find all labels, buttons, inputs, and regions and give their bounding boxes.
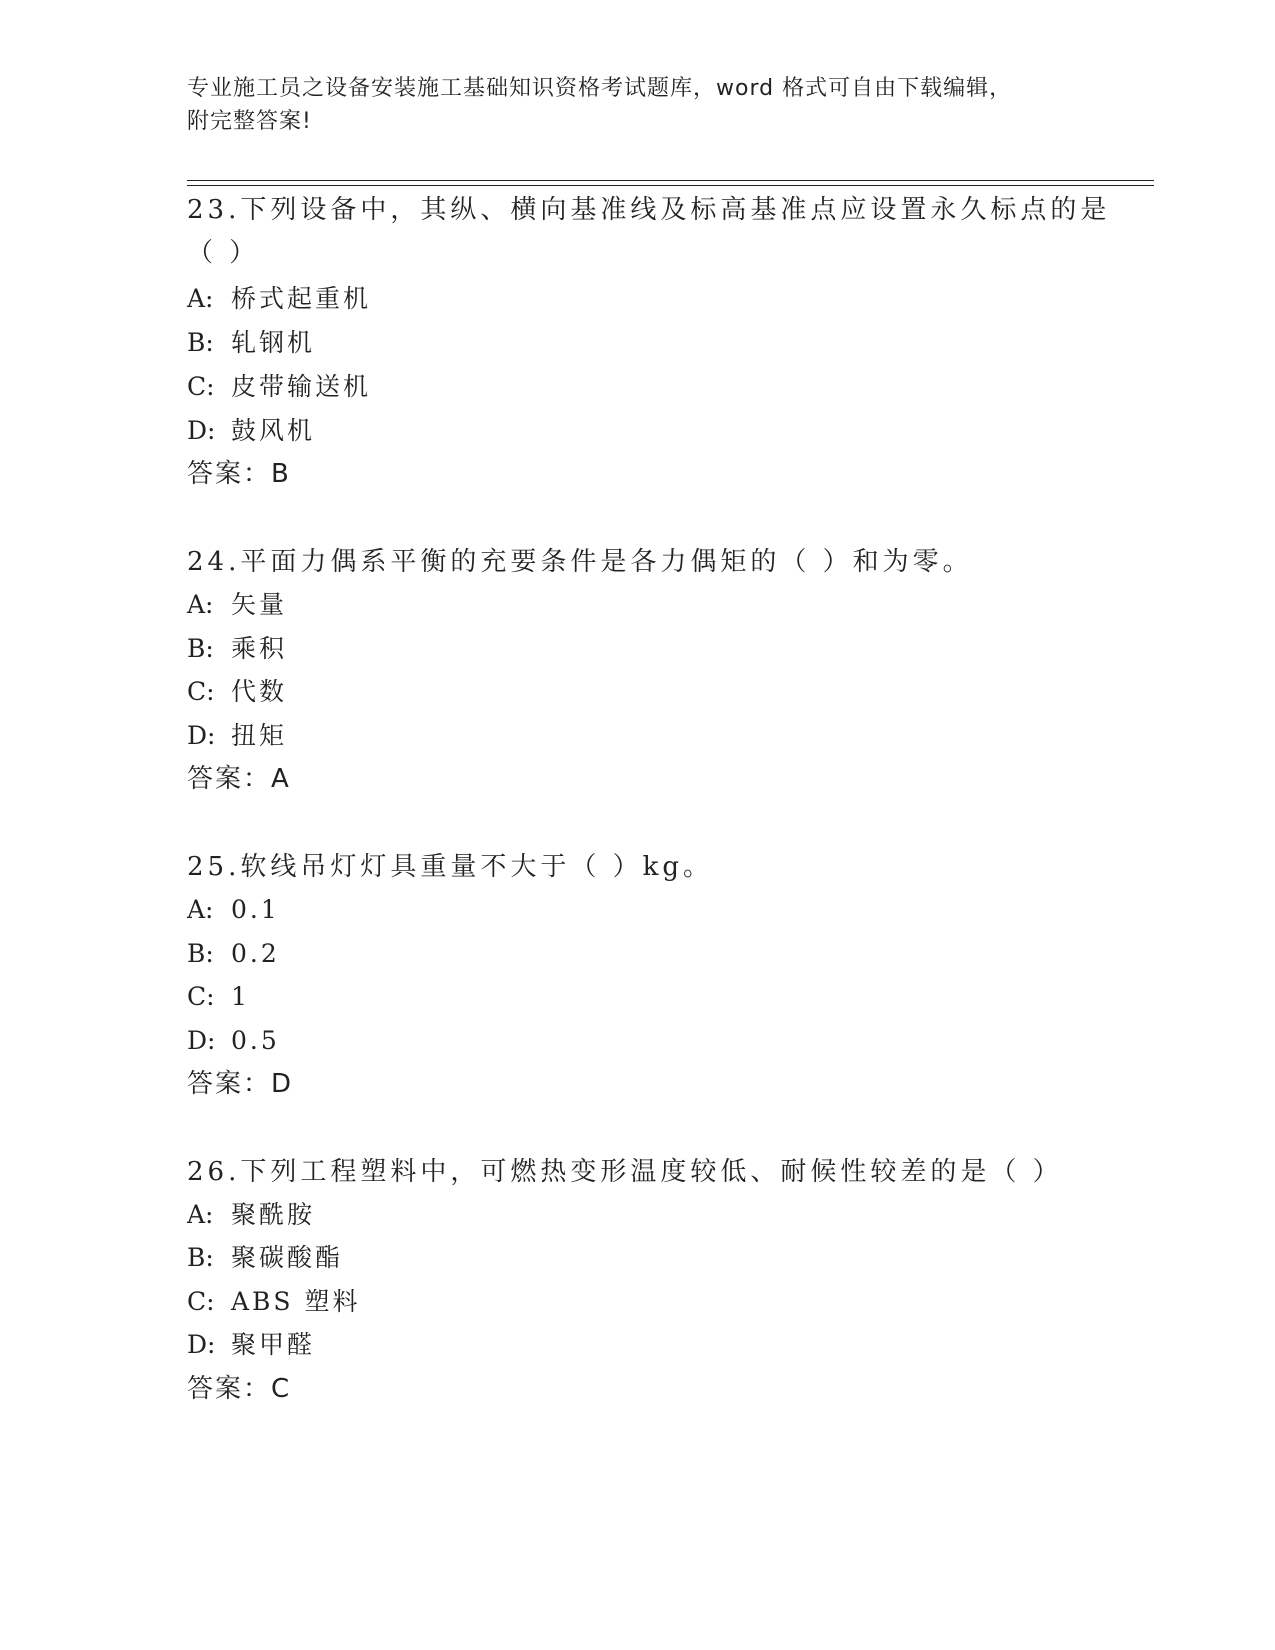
option-text: 聚甲醛	[231, 1330, 316, 1359]
option-text: 轧钢机	[231, 328, 316, 357]
question-23-option-c	[187, 370, 371, 404]
question-24-option-d	[187, 719, 287, 753]
option-text: 鼓风机	[231, 416, 316, 445]
option-key: B:	[187, 634, 214, 663]
intro-line-2: 附完整答案!	[187, 109, 312, 134]
question-26-answer	[187, 1372, 291, 1406]
answer-label: 答案：	[187, 764, 272, 794]
question-25-stem-line-1: 25.软线吊灯灯具重量不大于（ ）kg。	[187, 852, 714, 882]
option-text: 矢量	[231, 590, 288, 619]
option-text: 0.1	[231, 895, 280, 924]
question-25-option-b	[187, 937, 280, 971]
option-key: B:	[187, 328, 214, 357]
option-key: C:	[187, 982, 215, 1011]
question-25-option-c	[187, 980, 250, 1014]
question-26-stem-line-1: 26.下列工程塑料中，可燃热变形温度较低、耐候性较差的是（ ）	[187, 1157, 1063, 1187]
question-25-option-a	[187, 893, 280, 927]
answer-label: 答案：	[187, 1069, 272, 1099]
option-key: D:	[187, 721, 216, 750]
option-key: C:	[187, 372, 215, 401]
question-24-stem-line-1: 24.平面力偶系平衡的充要条件是各力偶矩的（ ）和为零。	[187, 547, 973, 577]
question-23-option-a	[187, 282, 371, 316]
question-25-answer	[187, 1067, 293, 1101]
answer-label: 答案：	[187, 1374, 272, 1404]
option-key: A:	[187, 284, 214, 313]
option-key: B:	[187, 939, 214, 968]
answer-value: B	[271, 459, 291, 489]
option-text: 代数	[231, 677, 288, 706]
question-23-answer	[187, 457, 291, 491]
option-text: 桥式起重机	[231, 284, 372, 313]
option-key: D:	[187, 1026, 216, 1055]
question-26-option-d	[187, 1328, 315, 1362]
answer-value: C	[271, 1374, 292, 1404]
option-key: D:	[187, 416, 216, 445]
option-text: 0.2	[231, 939, 280, 968]
answer-value: A	[271, 764, 291, 794]
question-23-stem-line-1: 23.下列设备中，其纵、横向基准线及标高基准点应设置永久标点的是	[187, 195, 1111, 225]
question-26-option-c	[187, 1285, 361, 1319]
answer-label: 答案：	[187, 459, 272, 489]
question-24-answer	[187, 762, 291, 796]
option-key: A:	[187, 1200, 214, 1229]
question-23-stem-line-2: （ ）	[187, 238, 260, 268]
option-key: D:	[187, 1330, 216, 1359]
header-divider-top	[187, 180, 1154, 181]
option-text: 扭矩	[231, 721, 288, 750]
option-text: 乘积	[231, 634, 288, 663]
question-26-option-b	[187, 1241, 343, 1275]
header-divider-bottom	[187, 185, 1154, 186]
question-24-option-b	[187, 632, 287, 666]
option-text: 1	[231, 982, 250, 1011]
option-text: 皮带输送机	[231, 372, 372, 401]
option-text: ABS 塑料	[231, 1287, 361, 1316]
question-24-option-c	[187, 675, 287, 709]
intro-text	[187, 72, 1087, 138]
option-key: C:	[187, 1287, 215, 1316]
question-24-option-a	[187, 588, 287, 622]
intro-line-1: 专业施工员之设备安装施工基础知识资格考试题库，word 格式可自由下载编辑，	[187, 76, 1013, 101]
option-text: 聚酰胺	[231, 1200, 316, 1229]
option-text: 0.5	[231, 1026, 280, 1055]
question-25-option-d	[187, 1024, 280, 1058]
question-26-option-a	[187, 1198, 315, 1232]
question-23-option-d	[187, 414, 315, 448]
option-key: A:	[187, 895, 214, 924]
option-text: 聚碳酸酯	[231, 1243, 344, 1272]
option-key: C:	[187, 677, 215, 706]
option-key: A:	[187, 590, 214, 619]
answer-value: D	[271, 1069, 294, 1099]
option-key: B:	[187, 1243, 214, 1272]
question-23-option-b	[187, 326, 315, 360]
